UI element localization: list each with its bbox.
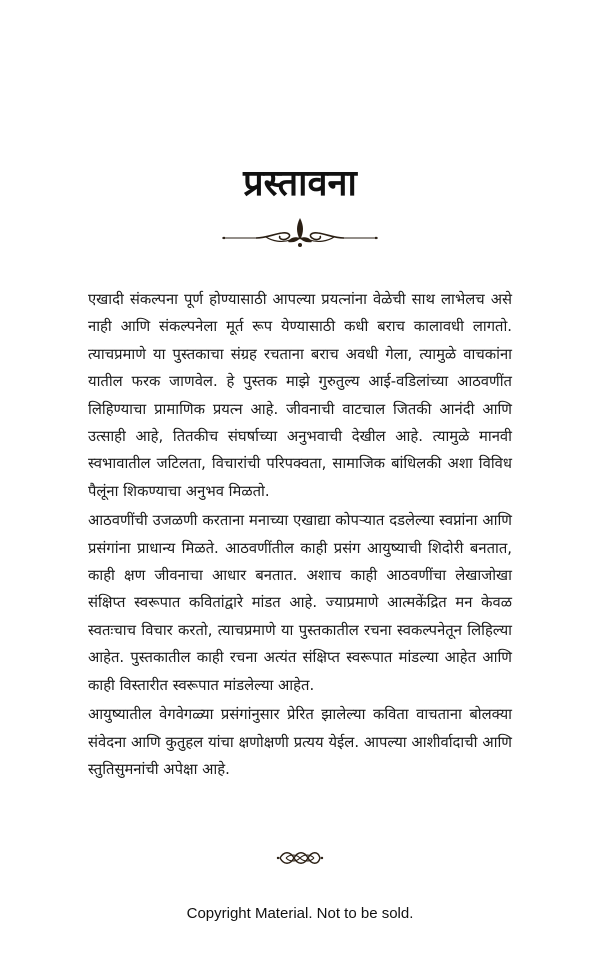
paragraph-3: आयुष्यातील वेगवेगळ्या प्रसंगांनुसार प्रेरित झालेल्या कविता वाचताना बोलक्या संवेदना आणि कुतुहल यांचा क्षणोक्षणी प्रत्यय येईल. आपल्या आशीर्वादाची आणि स्तुतिसुमनांची अपेक्षा आहे.: [88, 706, 512, 778]
flourish-ornament-icon: [220, 212, 380, 252]
paragraph-2: आठवणींची उजळणी करताना मनाच्या एखाद्या कोपऱ्यात दडलेल्या स्वप्नांना आणि प्रसंगांना प्राधान्य मिळते. आठवणींतील काही प्रसंग आयुष्याची शिदोरी बनतात, काही क्षण जीवनाचा आधार बनतात. अशाच काही आठवणींचा लेखाजोखा संक्षिप्त स्वरूपात कवितांद्वारे मांडत आहे. ज्याप्रमाणे आत्मकेंद्रित मन केवळ स्वतःचाच विचार करतो, त्याचप्रमाणे या पुस्तकातील रचना स्वकल्पनेतून लिहिल्या आहेत. पुस्तकातील काही रचना अत्यंत संक्षिप्त स्वरूपात मांडल्या आहेत आणि काही विस्तारीत स्वरूपात मांडलेल्या आहेत.: [88, 512, 512, 694]
paragraph-1: एखादी संकल्पना पूर्ण होण्यासाठी आपल्या प्रयत्नांना वेळेची साथ लाभेलच असे नाही आणि संकल्पनेला मूर्त रूप येण्यासाठी कधी बराच कालावधी लागतो. त्याचप्रमाणे या पुस्तकाचा संग्रह रचताना बराच अवधी गेला, त्यामुळे वाचकांना यातील फरक जाणवेल. हे पुस्तक माझे गुरुतुल्य आई-वडिलांच्या आठवणींत लिहिण्याचा प्रामाणिक प्रयत्न आहे. जीवनाची वाटचाल जितकी आनंदी आणि उत्साही आहे, तितकीच संघर्षाच्या अनुभवाची देखील आहे. त्यामुळे मानवी स्वभावातील जटिलता, विचारांची परिपक्वता, सामाजिक बांधिलकी अशा विविध पैलूंना शिकण्याचा अनुभव मिळतो.: [88, 291, 512, 500]
page-title: प्रस्तावना: [243, 163, 357, 204]
copyright-notice: Copyright Material. Not to be sold.: [186, 905, 414, 922]
knot-ornament-icon: [276, 848, 324, 868]
preface-body: [88, 286, 512, 783]
